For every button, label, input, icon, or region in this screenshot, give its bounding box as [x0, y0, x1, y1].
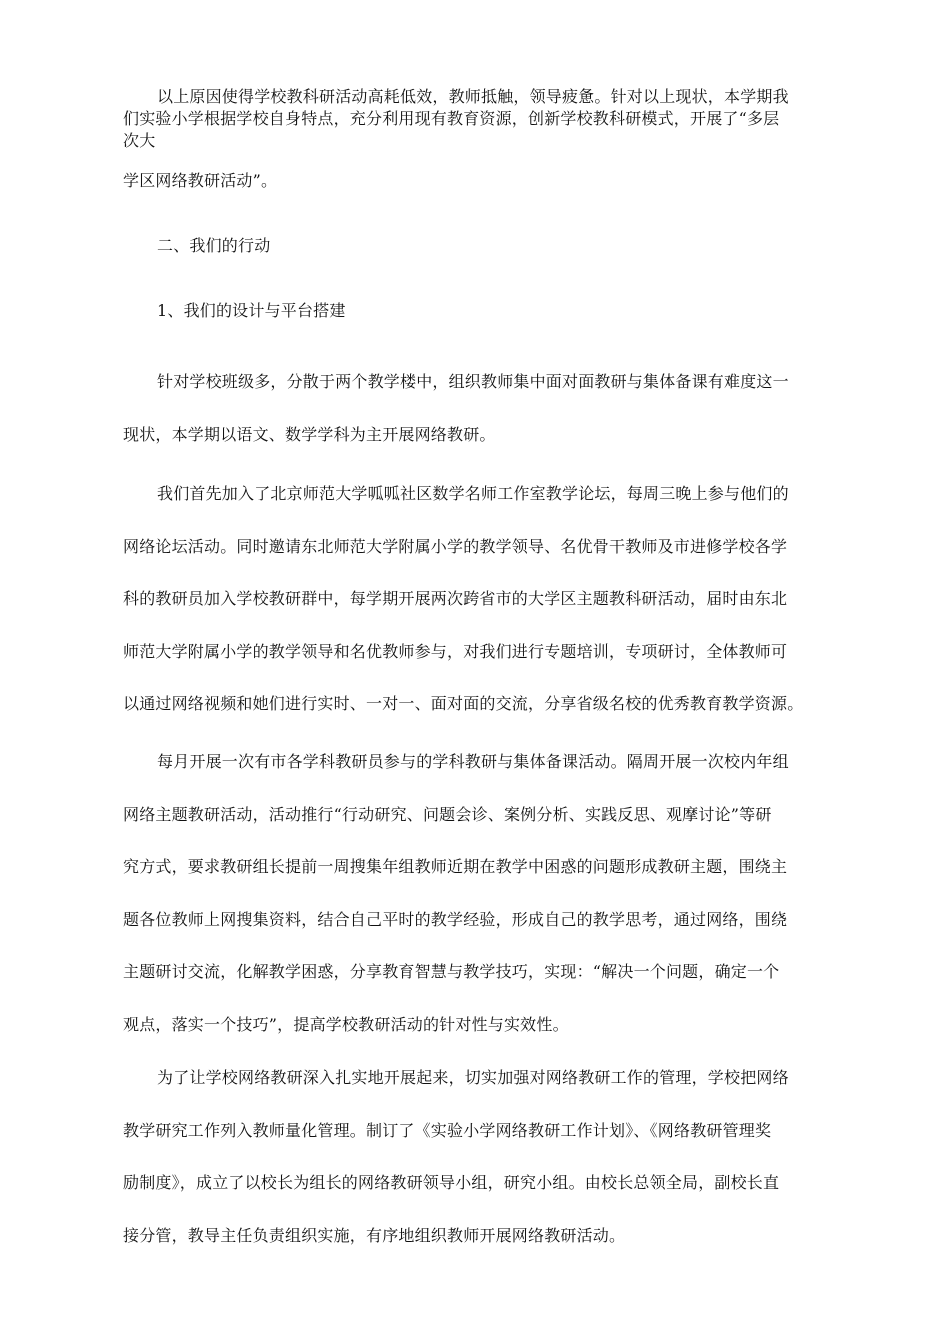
text-line: 究方式，要求教研组长提前一周搜集年组教师近期在教学中困惑的问题形成教研主题，围绕主: [123, 857, 788, 876]
text-line: 次大: [123, 131, 156, 150]
text-line: 科的教研员加入学校教研群中，每学期开展两次跨省市的大学区主题教科研活动，届时由东北: [123, 589, 788, 608]
text-line: 现状，本学期以语文、数学学科为主开展网络教研。: [123, 424, 496, 444]
text-line: 师范大学附属小学的教学领导和名优教师参与，对我们进行专题培训，专项研讨，全体教师可: [123, 641, 788, 661]
paragraph-management: [123, 1052, 835, 1262]
text-line: 我们首先加入了北京师范大学呱呱社区数学名师工作室教学论坛，每周三晚上参与他们的: [157, 484, 789, 503]
paragraph-platform: [123, 468, 835, 731]
text-line: 主题研讨交流，化解教学困惑，分享教育智慧与教学技巧，实现：“解决一个问题，确定一个: [123, 962, 780, 981]
text-line: 学区网络教研活动”。: [123, 171, 278, 190]
text-line: 观点，落实一个技巧”，提高学校教研活动的针对性与实效性。: [123, 1014, 569, 1034]
text-line: 题各位教师上网搜集资料，结合自己平时的教学经验，形成自己的教学思考，通过网络，围绕: [123, 909, 788, 929]
text-line: 教学研究工作列入教师量化管理。制订了《实验小学网络教研工作计划》、《网络教研管理奖: [123, 1120, 772, 1140]
paragraph-intro: [123, 86, 835, 152]
text-line: 每月开展一次有市各学科教研员参与的学科教研与集体备课活动。隔周开展一次校内年组: [157, 752, 789, 771]
paragraph-background: [123, 356, 835, 461]
text-line: 们实验小学根据学校自身特点，充分利用现有教育资源，创新学校教科研模式，开展了“多层: [123, 109, 780, 128]
text-line: 1、我们的设计与平台搭建: [157, 301, 346, 320]
paragraph-intro-continued: [123, 170, 835, 192]
text-line: 励制度》，成立了以校长为组长的网络教研领导小组，研究小组。由校长总领全局，副校长直: [123, 1173, 780, 1192]
text-line: 以上原因使得学校教科研活动高耗低效，教师抵触，领导疲惫。针对以上现状，本学期我: [157, 87, 789, 106]
section-heading: [123, 235, 835, 257]
text-line: 接分管，教导主任负责组织实施，有序地组织教师开展网络教研活动。: [123, 1225, 626, 1245]
paragraph-monthly: [123, 736, 835, 1051]
text-line: 以通过网络视频和她们进行实时、一对一、面对面的交流，分享省级名校的优秀教育教学资源。: [123, 694, 804, 713]
text-line: 为了让学校网络教研深入扎实地开展起来，切实加强对网络教研工作的管理，学校把网络: [157, 1068, 789, 1087]
text-line: 针对学校班级多，分散于两个教学楼中，组织教师集中面对面教研与集体备课有难度这一: [157, 372, 789, 391]
text-line: 二、我们的行动: [157, 236, 271, 255]
subsection-heading: [123, 300, 835, 322]
text-line: 网络主题教研活动，活动推行“行动研究、问题会诊、案例分析、实践反思、观摩讨论”等研: [123, 804, 772, 824]
text-line: 网络论坛活动。同时邀请东北师范大学附属小学的教学领导、名优骨干教师及市进修学校各学: [123, 536, 788, 556]
